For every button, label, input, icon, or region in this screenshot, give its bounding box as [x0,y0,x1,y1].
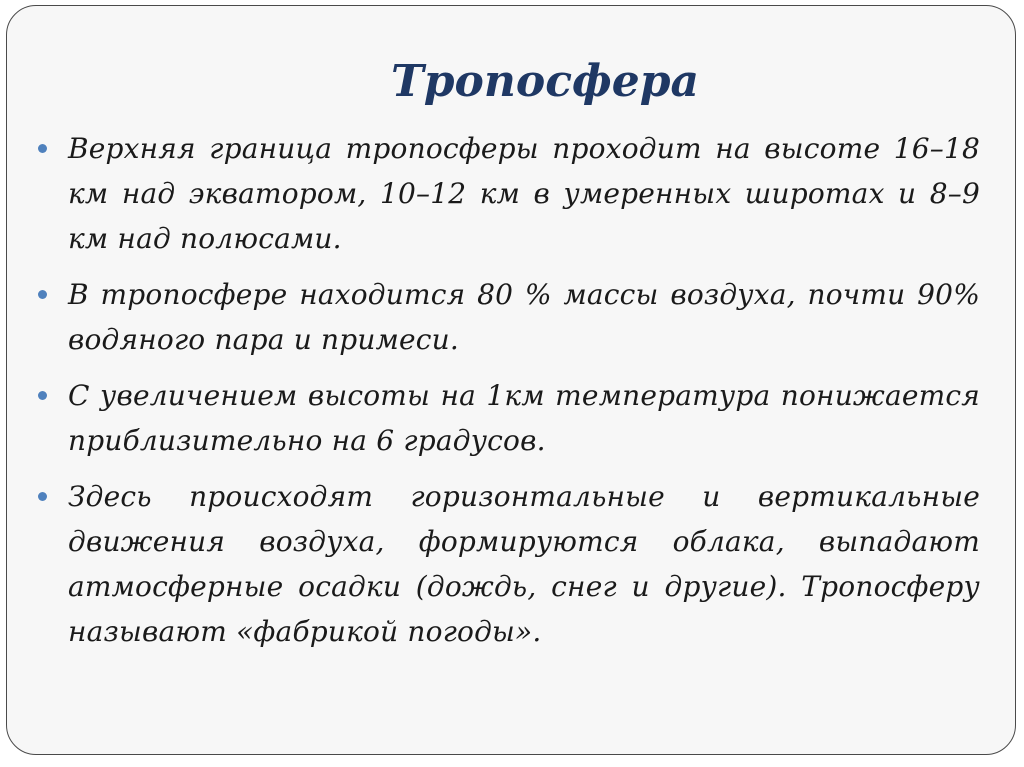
bullet-dot-icon [38,391,47,400]
bullet-text: С увеличением высоты на 1км температура понижается приблизительно на 6 градусов. [68,379,980,457]
bullet-item [38,474,980,654]
bullet-text: Верхняя граница тропосферы проходит на высоте 16–18 км над экватором, 10–12 км в умеренных широтах и 8–9 км над полюсами. [68,132,980,255]
bullet-item [38,126,980,261]
bullet-dot-icon [38,144,47,153]
slide-title: Тропосфера [391,56,699,107]
bullet-dot-icon [38,290,47,299]
bullet-text: Здесь происходят горизонтальные и вертикальные движения воздуха, формируются облака, выпадают атмосферные осадки (дождь, снег и другие). Тропосферу называют «фабрикой погоды». [68,480,980,648]
bullet-item [38,373,980,463]
bullet-dot-icon [38,492,47,501]
bullet-list [38,126,980,665]
bullet-item [38,272,980,362]
bullet-text: В тропосфере находится 80 % массы воздуха, почти 90% водяного пара и примеси. [68,278,980,356]
